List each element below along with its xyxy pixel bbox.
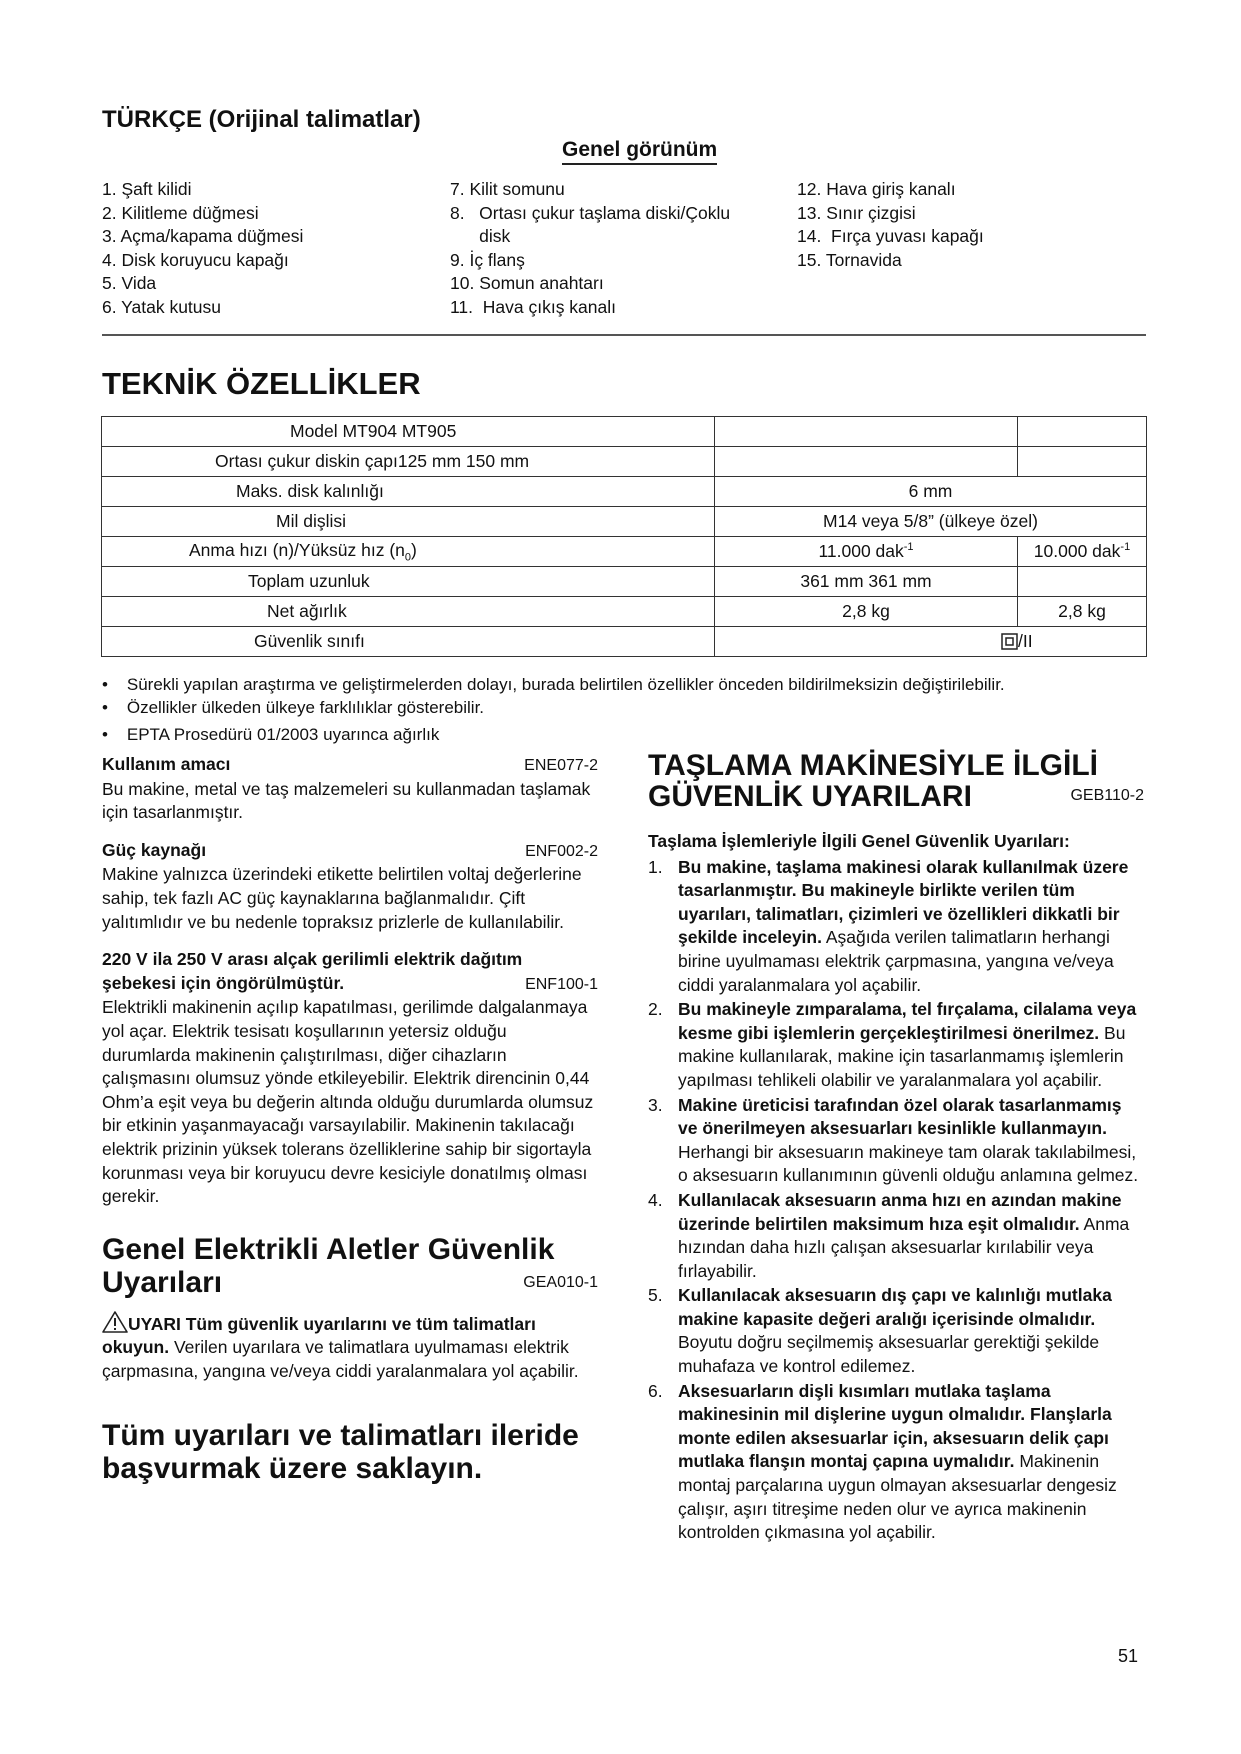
power-title: Güç kaynağı (102, 839, 207, 860)
usage-heading (102, 753, 598, 778)
item-bold: Bu makine, taşlama makinesi olarak kullanılmak üzere tasarlanmıştır. Bu makineyle birlikte verilen tüm uyarıları, talimatları, çizimleri ve özellikleri dikkatli bir şekilde inceleyin. (678, 856, 1129, 948)
spec-value: M14 veya 5/8” (ülkeye özel) (715, 507, 1147, 537)
general-safety-title-1: Genel Elektrikli Aletler Güvenlik (102, 1232, 555, 1266)
item-number: 2. (648, 999, 663, 1020)
right-column (648, 750, 1144, 1546)
speed-unit-sup: -1 (903, 541, 914, 554)
speed-label: Anma hızı (n)/Yüksüz hız (n (189, 539, 405, 560)
part-item: 12. Hava giriş kanalı (797, 179, 956, 199)
note-text: Sürekli yapılan araştırma ve geliştirmelerden dolayı, burada belirtilen özellikler önceden bildirilmeksizin değiştirilebilir. (126, 675, 1005, 694)
part-item: 6. Yatak kutusu (102, 296, 222, 317)
part-item: 14. Fırça yuvası kapağı (797, 226, 984, 246)
item-text: Aşağıda verilen talimatların herhangi birine uyulmaması elektrik çarpmasına, yangına ve/veya ciddi yaralanmalara yol açabilir. (678, 927, 1114, 995)
spec-label (102, 447, 715, 477)
page-number: 51 (1118, 1646, 1139, 1666)
table-row (102, 627, 1147, 657)
grinder-safety-list (648, 856, 1144, 1545)
left-column (102, 753, 598, 1485)
list-item (648, 1380, 1144, 1545)
spec-cell (1018, 447, 1147, 477)
item-bold: Kullanılacak aksesuarın anma hızı en azından makine üzerinde belirtilen maksimum hıza eşit olmalıdır. (678, 1189, 1122, 1234)
speed-label-sub: 0 (404, 551, 412, 564)
general-safety-title-2: Uyarıları (102, 1265, 223, 1299)
note-text: Özellikler ülkeden ülkeye farklılıklar gösterebilir. (126, 698, 485, 717)
lowvolt-text: Elektrikli makinenin açılıp kapatılması, gerilimde dalgalanmaya yol açar. Elektrik tesisatı koşullarının yetersiz olduğu durumlarda makinenin çalıştırılması, diğer cihazların çalışmasını olumsuz yönde etkileyebilir. Elektrik direncinin 0,44 Ohm’a eşit veya bu değerin altında olduğu durumlarda olumsuz bir etkinin yaşanmayacağı varsayılabilir. Makinenin takılacağı elektrik prizinin yüksek tolerans özelliklerine sahip bir sigortayla korunması veya bir koruyucu devre kesiciyle donatılmış olması gerekir. (102, 997, 594, 1207)
lowvolt-code: ENF100-1 (525, 975, 598, 993)
spec-label: Güvenlik sınıfı (102, 627, 715, 657)
speed-unit-sup: -1 (1120, 541, 1131, 554)
note-text: EPTA Prosedürü 01/2003 uyarınca ağırlık (126, 725, 440, 744)
item-text: Boyutu doğru seçilmemiş aksesuarlar gerektiği şekilde muhafaza ve kontrol edilemez. (678, 1332, 1100, 1377)
spec-label: Net ağırlık (102, 597, 715, 627)
part-item: 1. Şaft kilidi (102, 179, 192, 199)
power-heading (102, 839, 598, 864)
section-divider (102, 334, 1146, 336)
list-item: • EPTA Prosedürü 01/2003 uyarınca ağırlık (102, 725, 440, 744)
parts-column-1 (102, 178, 303, 319)
part-item: 10. Somun anahtarı (450, 273, 604, 293)
item-bold: Makine üreticisi tarafından özel olarak tasarlanmamış ve önerilmeyen aksesuarları kesinlikle kullanmayın. (678, 1094, 1122, 1139)
power-code: ENF002-2 (525, 842, 598, 860)
specs-table (101, 416, 1147, 657)
safety-class-value: /II (1018, 631, 1033, 651)
lowvolt-heading (102, 972, 598, 997)
part-item: 13. Sınır çizgisi (797, 202, 916, 223)
item-text: Anma hızından daha hızlı çalışan aksesuarlar kırılabilir veya fırlayabilir. (678, 1213, 1130, 1281)
general-safety-code: GEA010-1 (523, 1274, 598, 1292)
spec-notes (102, 673, 1162, 746)
power-text: Makine yalnızca üzerindeki etikette belirtilen voltaj değerlerine sahip, tek fazlı AC güç kaynaklarına bağlanmalıdır. Çift yalıtımlıdır ve bu nedenle topraksız prizlerle de kullanılabilir. (102, 864, 582, 932)
table-row (102, 567, 1147, 597)
grinder-safety-heading (648, 781, 1144, 812)
double-insulation-icon (1001, 633, 1018, 650)
lowvolt-title-2: şebekesi için öngörülmüştür. (102, 972, 345, 993)
table-row (102, 417, 1147, 447)
speed-value-2: 10.000 dak (1033, 541, 1121, 561)
keep-instructions-title: Tüm uyarıları ve talimatları ileride başvurmak üzere saklayın. (102, 1419, 579, 1486)
spec-value (715, 537, 1018, 567)
table-row (102, 597, 1147, 627)
item-bold: Aksesuarların dişli kısımları mutlaka taşlama makinesinin mil dişlerine uygun olmalıdır. Flanşlarla monte edilen aksesuarlar için, aksesuarın delik çapı mutlaka flanşın montaj çapına uymalıdır. (678, 1380, 1112, 1472)
spec-label: Mil dişlisi (102, 507, 715, 537)
general-view-title: Genel görünüm (562, 138, 717, 165)
spec-label: Maks. disk kalınlığı (102, 477, 715, 507)
spec-cell (1018, 567, 1147, 597)
usage-code: ENE077-2 (524, 757, 598, 774)
item-bold: Bu makineyle zımparalama, tel fırçalama, cilalama veya kesme gibi işlemlerin gerçekleştirilmesi önerilmez. (678, 999, 1137, 1043)
spec-value: 6 mm (715, 477, 1147, 507)
usage-title: Kullanım amacı (102, 754, 231, 774)
table-row (102, 507, 1147, 537)
item-bold: Kullanılacak aksesuarın dış çapı ve kalınlığı mutlaka makine kapasite değeri aralığı içerisinde olmalıdır. (678, 1285, 1112, 1329)
list-item: • Özellikler ülkeden ülkeye farklılıklar gösterebilir. (102, 698, 485, 717)
speed-label-end: ) (411, 539, 417, 560)
warning-paragraph (102, 1311, 598, 1384)
part-item: 8. Ortası çukur taşlama diski/Çoklu (450, 202, 731, 223)
usage-text: Bu makine, metal ve taş malzemeleri su kullanmadan taşlamak için tasarlanmıştır. (102, 778, 591, 823)
spec-label: Model MT904 MT905 (102, 417, 715, 447)
spec-value: 2,8 kg (1018, 597, 1147, 627)
grinder-safety-code: GEB110-2 (1070, 787, 1144, 805)
list-item: • Sürekli yapılan araştırma ve geliştirmelerden dolayı, burada belirtilen özellikler önceden bildirilmeksizin değiştirilebilir. (102, 675, 1005, 694)
spec-value: 361 mm 361 mm (715, 567, 1018, 597)
item-text: Bu makine kullanılarak, makine için tasarlanmamış işlemlerin yapılması tehlikeli olabilir ve yaralanmalara yol açabilir. (678, 1022, 1126, 1090)
spec-cell (715, 447, 1018, 477)
list-item (648, 1189, 1144, 1283)
speed-value-1: 11.000 dak (818, 541, 904, 561)
item-number: 5. (648, 1285, 663, 1306)
warning-text: Verilen uyarılara ve talimatlara uyulmaması elektrik çarpmasına, yangına ve/veya ciddi yaralanmalara yol açabilir. (102, 1337, 579, 1381)
lowvolt-title-1: 220 V ila 250 V arası alçak gerilimli elektrik dağıtım (102, 949, 523, 970)
part-item: 2. Kilitleme düğmesi (102, 202, 259, 223)
grinder-safety-subtitle: Taşlama İşlemleriyle İlgili Genel Güvenlik Uyarıları: (648, 831, 1070, 851)
item-number: 4. (648, 1189, 663, 1210)
item-text: Makinenin montaj parçalarına uygun olmayan aksesuarlar dengesiz çalışır, aşırı titreşime neden olur ve ayrıca makinenin kontrolden çıkmasına yol açabilir. (678, 1451, 1117, 1543)
warning-icon (102, 1311, 128, 1333)
grinder-safety-title-2: GÜVENLİK UYARILARI (648, 780, 972, 813)
spec-value: 2,8 kg (715, 597, 1018, 627)
spec-cell (715, 417, 1018, 447)
spec-diameter-text: Ortası çukur diskin çapı125 mm 150 mm (215, 451, 530, 471)
warning-bold: UYARI Tüm güvenlik uyarılarını ve tüm talimatları okuyun. (102, 1313, 536, 1358)
general-safety-heading (102, 1266, 598, 1299)
part-item: 5. Vida (102, 273, 157, 293)
spec-value (1018, 537, 1147, 567)
spec-value (715, 627, 1147, 657)
part-item: 15. Tornavida (797, 249, 902, 270)
part-item: 3. Açma/kapama düğmesi (102, 226, 304, 246)
parts-column-3 (797, 178, 984, 272)
part-item: 7. Kilit somunu (450, 179, 565, 199)
spec-cell (1018, 417, 1147, 447)
list-item (648, 856, 1144, 998)
part-item: 4. Disk koruyucu kapağı (102, 249, 289, 270)
grinder-safety-title-1: TAŞLAMA MAKİNESİYLE İLGİLİ (648, 749, 1098, 782)
parts-column-2 (450, 178, 730, 319)
part-item: 11. Hava çıkış kanalı (450, 296, 617, 317)
list-item (648, 998, 1144, 1092)
specs-title: TEKNİK ÖZELLİKLER (102, 366, 421, 401)
item-text: Herhangi bir aksesuarın makineye tam olarak takılabilmesi, o aksesuarın kullanımının güvenli olduğu anlamına gelmez. (678, 1141, 1139, 1186)
list-item (648, 1284, 1144, 1378)
language-title: TÜRKÇE (Orijinal talimatlar) (102, 106, 421, 133)
list-item (648, 1094, 1144, 1188)
table-row (102, 537, 1147, 567)
spec-label (102, 537, 715, 567)
item-number: 3. (648, 1094, 663, 1115)
table-row (102, 447, 1147, 477)
part-item: disk (450, 226, 511, 246)
item-number: 6. (648, 1380, 663, 1401)
item-number: 1. (648, 856, 663, 877)
table-row (102, 477, 1147, 507)
part-item: 9. İç flanş (450, 249, 525, 270)
spec-label: Toplam uzunluk (102, 567, 715, 597)
